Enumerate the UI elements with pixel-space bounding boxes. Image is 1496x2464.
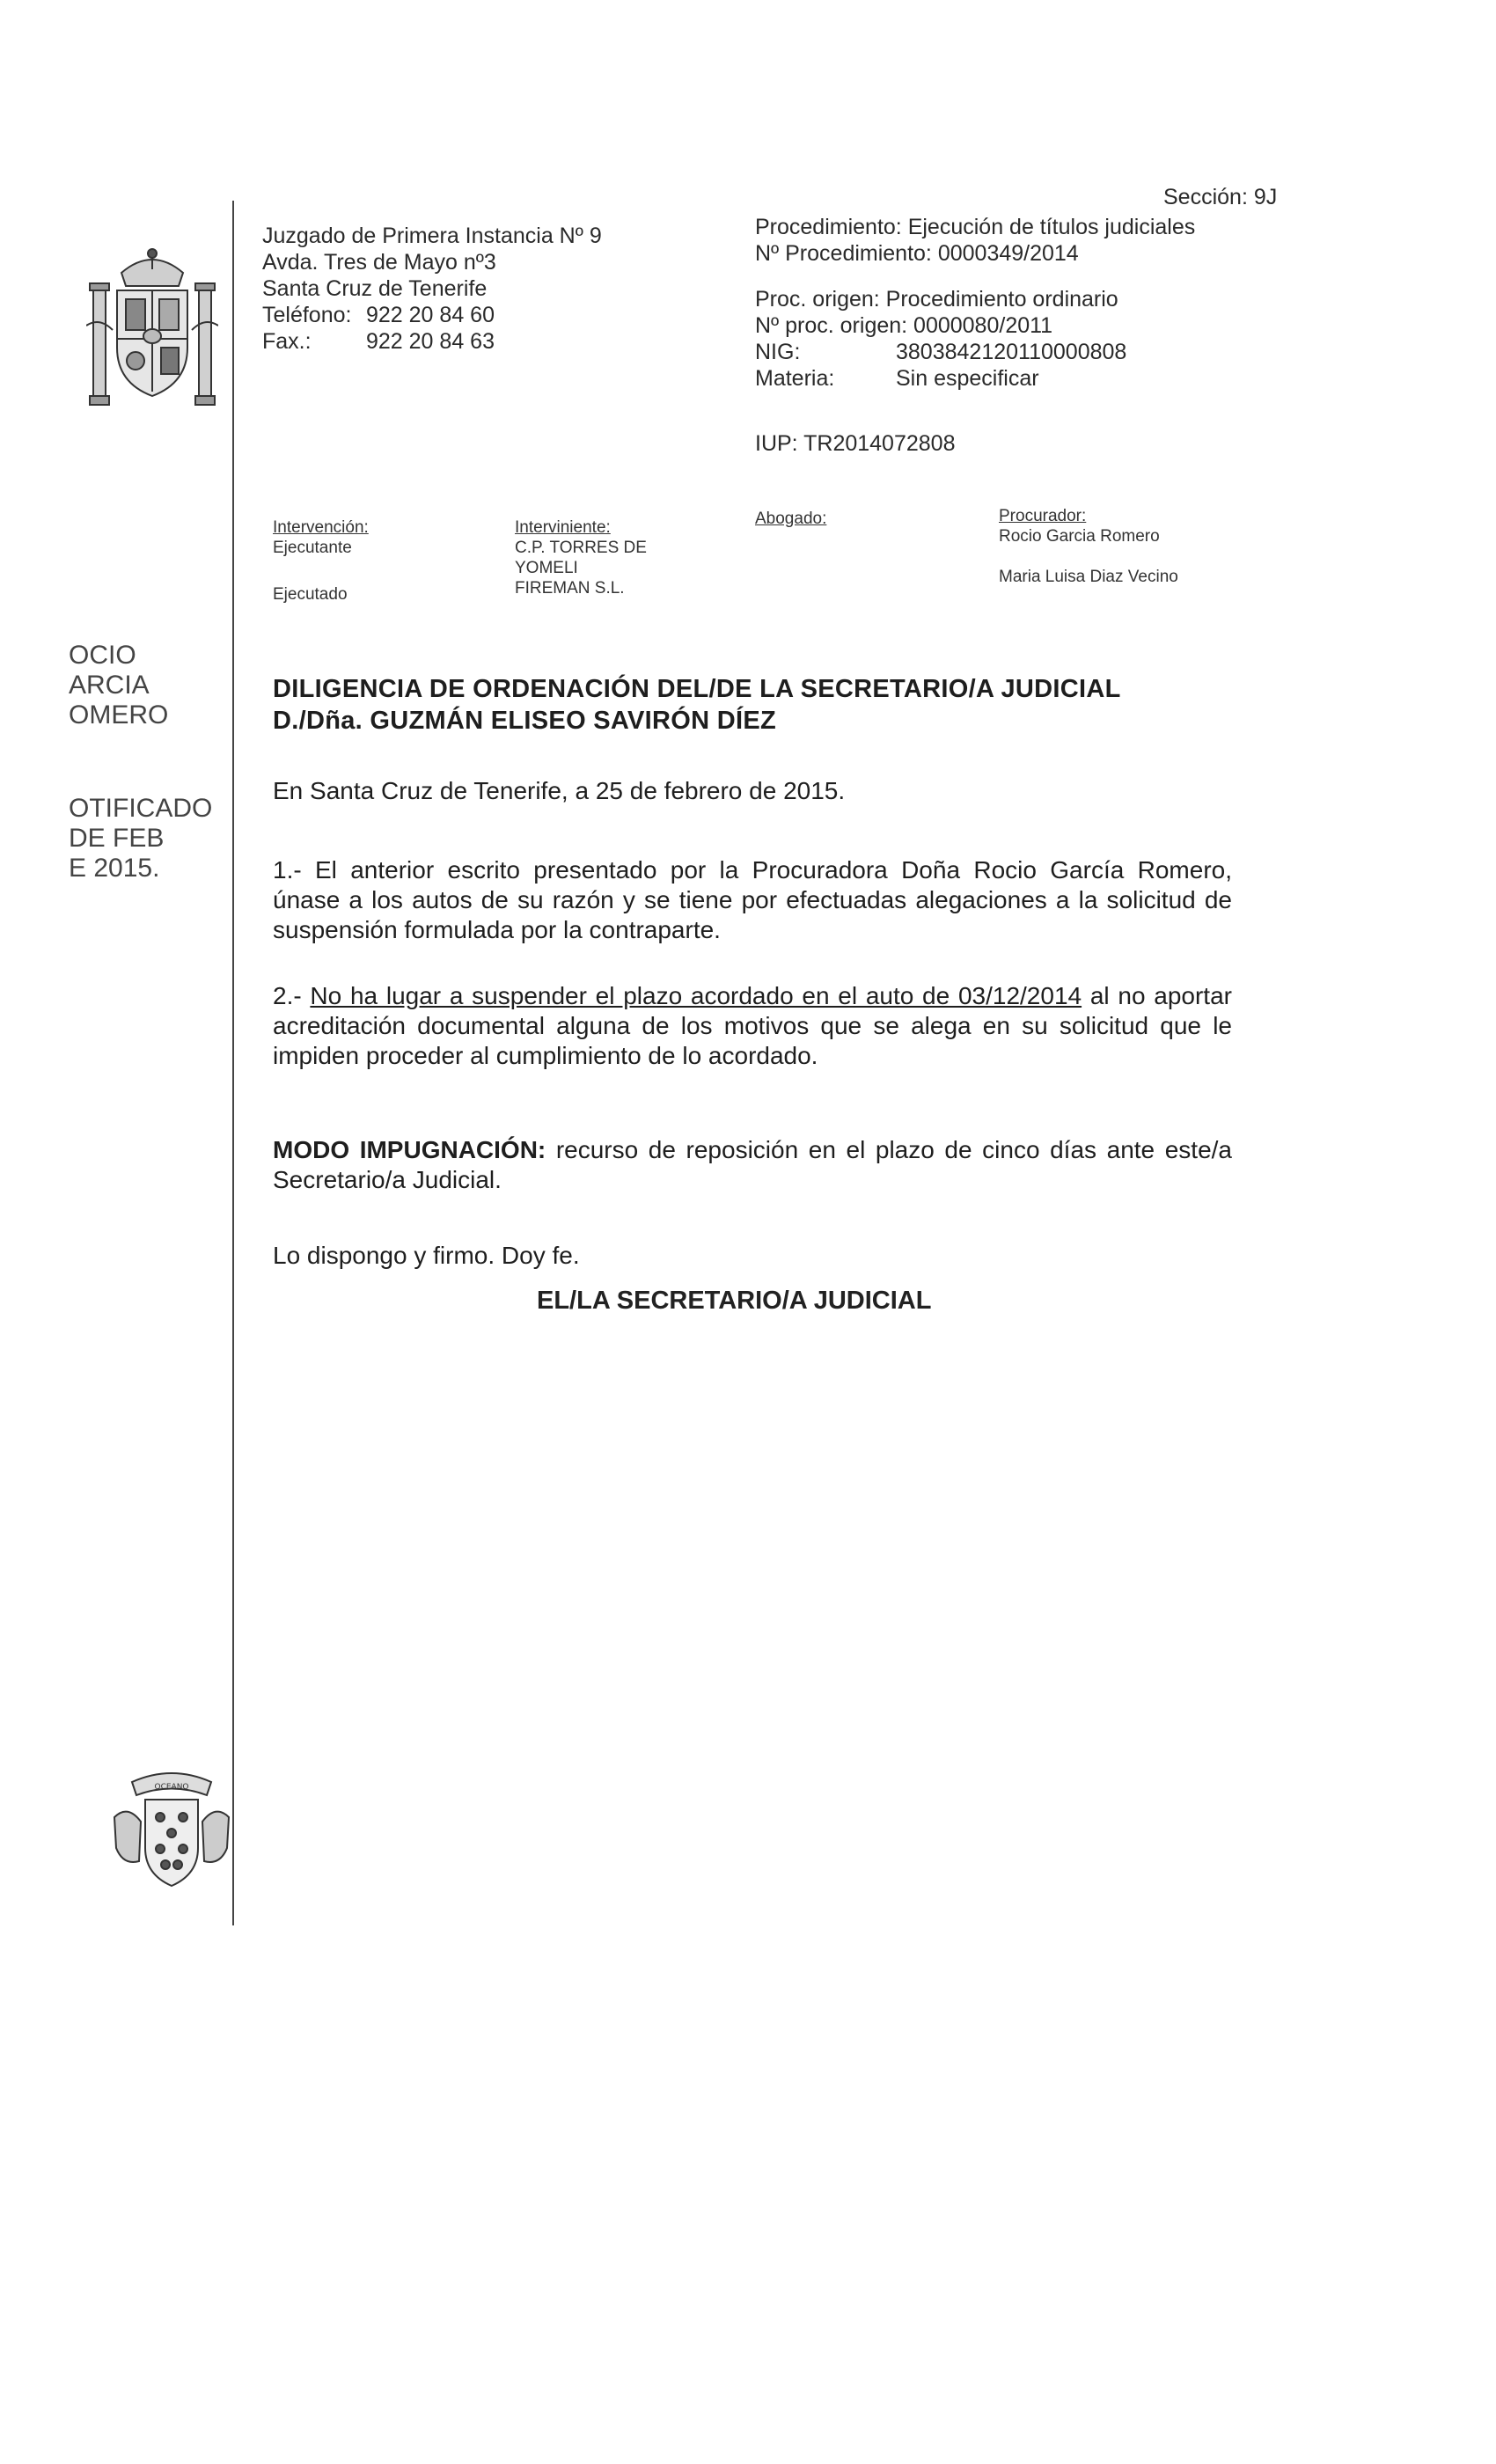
iup: IUP: TR2014072808 (755, 431, 956, 456)
procurador1: Rocio Garcia Romero (999, 527, 1160, 546)
margin-stamp-line: OCIO (69, 641, 136, 670)
seal-banner-text: OCEANO (154, 1783, 189, 1792)
court-address-block (262, 223, 602, 355)
party1-line1: C.P. TORRES DE (515, 539, 647, 557)
paragraph-2 (273, 981, 1232, 1071)
margin-stamp-notificado (69, 794, 212, 884)
interviniente-header: Interviniente: (515, 518, 611, 537)
fax-label: Fax.: (262, 329, 312, 354)
intervencion-header: Intervención: (273, 518, 369, 537)
role-ejecutante: Ejecutante (273, 539, 352, 557)
role-ejecutado: Ejecutado (273, 585, 348, 604)
materia-label: Materia: (755, 366, 835, 391)
materia-row (755, 365, 1195, 392)
phone-value: 922 20 84 60 (366, 303, 495, 327)
party1-line2: YOMELI (515, 559, 578, 577)
num-procedimiento: Nº Procedimiento: 0000349/2014 (755, 241, 1079, 266)
seccion: Sección: 9J (1163, 185, 1278, 209)
margin-rule (232, 201, 234, 1925)
court-fax (262, 328, 602, 355)
num-proc-origen: Nº proc. origen: 0000080/2011 (755, 313, 1053, 338)
modo-text: recurso de reposición en el plazo de cinco días ante este/a Secretario/a Judicial. (273, 1136, 1232, 1193)
materia-value: Sin especificar (896, 366, 1039, 391)
parties-col-interviniente (515, 517, 647, 598)
signature-title: EL/LA SECRETARIO/A JUDICIAL (537, 1287, 932, 1315)
procedure-meta-block (755, 214, 1195, 392)
margin-stamp-line: OMERO (69, 700, 169, 730)
parties-col-intervencion (273, 517, 369, 605)
paragraph-1: 1.- El anterior escrito presentado por la Procuradora Doña Rocio García Romero, únase a los autos de su razón y se tiene por efectuadas alegaciones a la solicitud de suspensión formulada por la contraparte. (273, 856, 1232, 943)
para2-prefix: 2.- (273, 982, 311, 1009)
margin-stamp-line: DE FEB (69, 824, 165, 853)
modo-impugnacion (273, 1135, 1232, 1195)
title-line1: DILIGENCIA DE ORDENACIÓN DEL/DE LA SECRETARIO/A JUDICIAL (273, 675, 1121, 703)
nig-label: NIG: (755, 340, 801, 364)
para2-rest: al no aportar acreditación documental alguna de los motivos que se alega en su solicitud que le impiden proceder al cumplimiento de lo acordado. (273, 982, 1232, 1069)
procurador2: Maria Luisa Diaz Vecino (999, 568, 1178, 586)
margin-stamp-line: OTIFICADO (69, 794, 213, 823)
abogado-header: Abogado: (755, 510, 827, 528)
title-line2: D./Dña. GUZMÁN ELISEO SAVIRÓN DÍEZ (273, 707, 776, 735)
margin-stamp (69, 641, 168, 730)
parties-col-procurador (999, 506, 1178, 587)
party2: FIREMAN S.L. (515, 579, 625, 598)
procedimiento: Procedimiento: Ejecución de títulos judiciales (755, 215, 1196, 239)
date-line: En Santa Cruz de Tenerife, a 25 de febrero de 2015. (273, 777, 846, 804)
fax-value: 922 20 84 63 (366, 329, 495, 354)
court-line: Santa Cruz de Tenerife (262, 276, 488, 301)
nig-value: 3803842120110000808 (896, 340, 1127, 364)
court-phone (262, 302, 602, 328)
margin-stamp-line: ARCIA (69, 671, 150, 700)
spain-coat-of-arms-seal (86, 238, 218, 422)
proc-origen: Proc. origen: Procedimiento ordinario (755, 287, 1118, 312)
nig-row (755, 339, 1195, 365)
procurador-header: Procurador: (999, 507, 1087, 525)
closing-line: Lo dispongo y firmo. Doy fe. (273, 1242, 580, 1269)
modo-label: MODO IMPUGNACIÓN: (273, 1136, 546, 1163)
court-line: Juzgado de Primera Instancia Nº 9 (262, 224, 602, 248)
phone-label: Teléfono: (262, 303, 352, 327)
parties-col-abogado (755, 509, 826, 529)
canary-islands-seal (106, 1764, 238, 1896)
margin-stamp-line: E 2015. (69, 854, 160, 883)
diligencia-title (273, 673, 1241, 737)
court-line: Avda. Tres de Mayo nº3 (262, 250, 496, 275)
para2-underlined: No ha lugar a suspender el plazo acordado en el auto de 03/12/2014 (310, 982, 1082, 1009)
